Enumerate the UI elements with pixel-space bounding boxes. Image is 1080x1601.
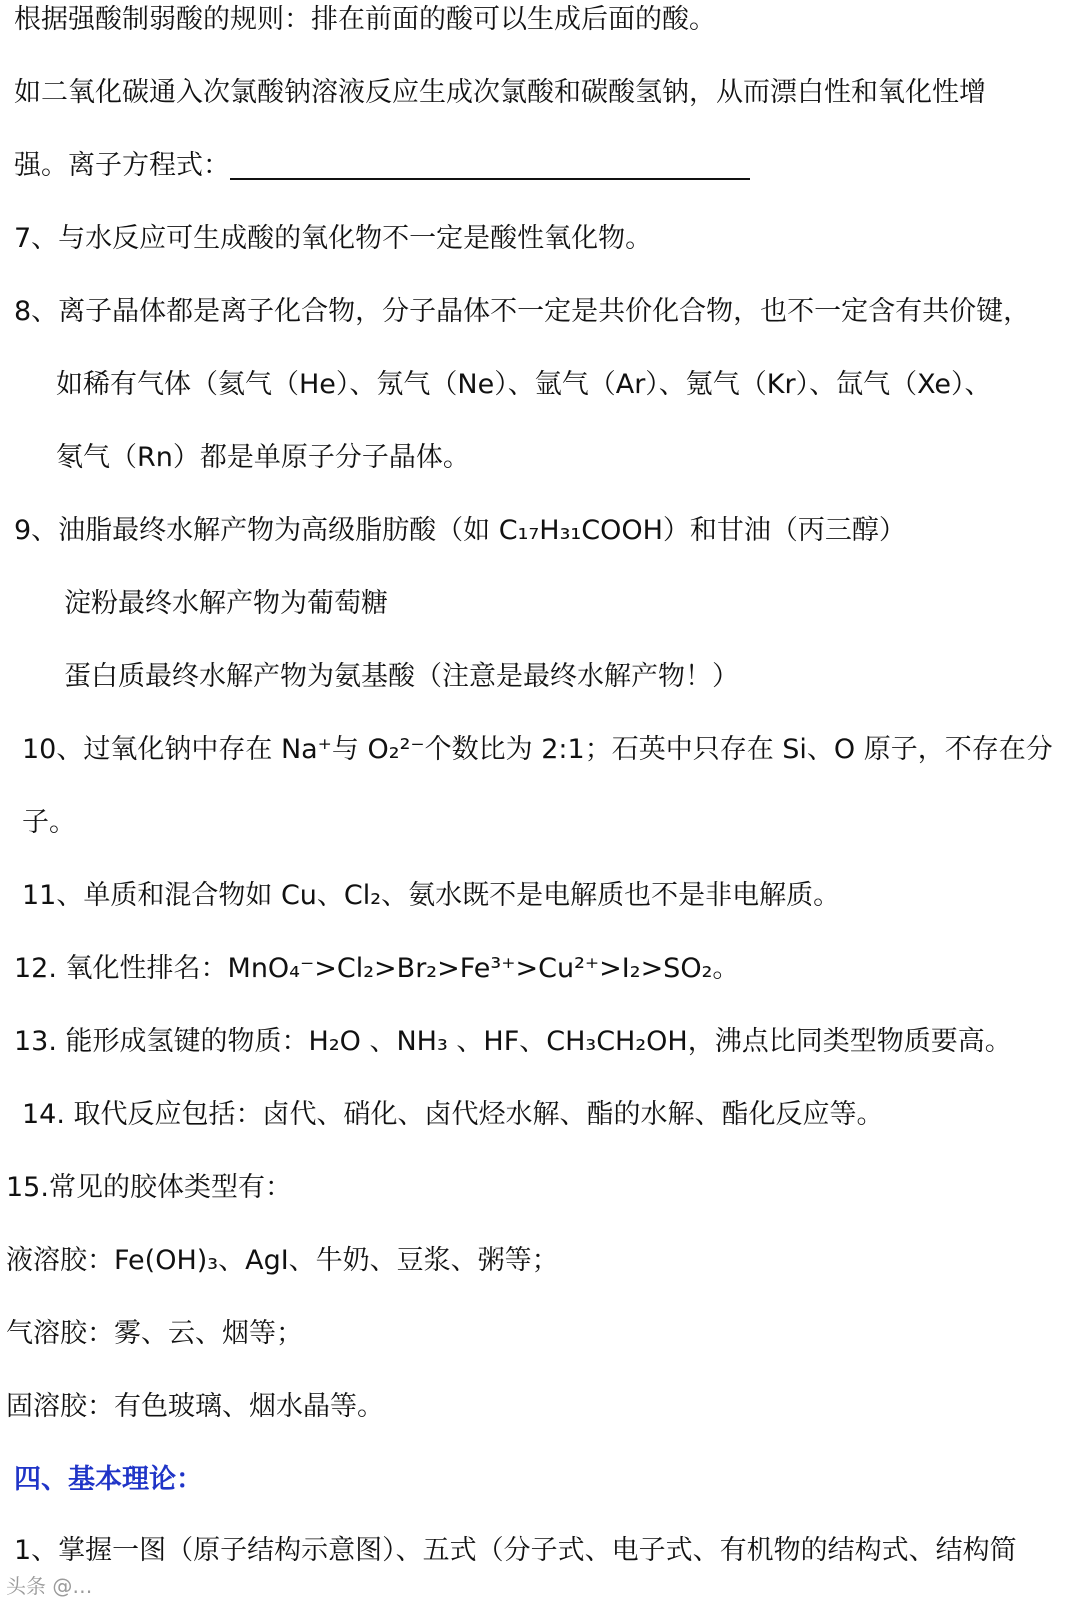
text-line-22: 1、掌握一图（原子结构示意图）、五式（分子式、电子式、有机物的结构式、结构简	[14, 1535, 1017, 1566]
text-line-5: 8、离子晶体都是离子化合物，分子晶体不一定是共价化合物，也不一定含有共价键，	[14, 296, 1031, 327]
section-heading: 四、基本理论：	[14, 1464, 203, 1495]
watermark	[0, 1572, 190, 1600]
text-line-1: 根据强酸制弱酸的规则：排在前面的酸可以生成后面的酸。	[14, 4, 716, 35]
text-line-17: 15.常见的胶体类型有：	[6, 1172, 292, 1203]
text-line-8: 9、油脂最终水解产物为高级脂肪酸（如 C₁₇H₃₁COOH）和甘油（丙三醇）	[14, 515, 906, 546]
text-line-16: 14. 取代反应包括：卤代、硝化、卤代烃水解、酯的水解、酯化反应等。	[22, 1099, 884, 1130]
text-line-11: 10、过氧化钠中存在 Na⁺与 O₂²⁻个数比为 2:1；石英中只存在 Si、O 原子，不存在分	[22, 734, 1053, 765]
text-line-3	[14, 148, 750, 184]
text-line-6: 如稀有气体（氦气（He）、氖气（Ne）、氩气（Ar）、氪气（Kr）、氙气（Xe）、	[56, 369, 992, 400]
text-line-2: 如二氧化碳通入次氯酸钠溶液反应生成次氯酸和碳酸氢钠，从而漂白性和氧化性增	[14, 77, 986, 108]
text-line-12: 子。	[22, 807, 76, 838]
text-line-7: 氡气（Rn）都是单原子分子晶体。	[56, 442, 470, 473]
text-line-19: 气溶胶：雾、云、烟等；	[6, 1318, 303, 1349]
answer-blank	[230, 152, 750, 180]
text-line-9: 淀粉最终水解产物为葡萄糖	[64, 588, 388, 619]
text-line-15: 13. 能形成氢键的物质：H₂O 、NH₃ 、HF、CH₃CH₂OH，沸点比同类型物质要高。	[14, 1026, 1012, 1057]
text-line-4: 7、与水反应可生成酸的氧化物不一定是酸性氧化物。	[14, 223, 653, 254]
text-line-20: 固溶胶：有色玻璃、烟水晶等。	[6, 1391, 384, 1422]
equation-label: 强。离子方程式：	[14, 150, 230, 181]
text-line-13: 11、单质和混合物如 Cu、Cl₂、氨水既不是电解质也不是非电解质。	[22, 880, 841, 911]
text-line-18: 液溶胶：Fe(OH)₃、AgI、牛奶、豆浆、粥等；	[6, 1245, 559, 1276]
text-line-14: 12. 氧化性排名：MnO₄⁻>Cl₂>Br₂>Fe³⁺>Cu²⁺>I₂>SO₂。	[14, 953, 740, 984]
watermark-text: 头条 @…	[6, 1574, 93, 1598]
text-line-10: 蛋白质最终水解产物为氨基酸（注意是最终水解产物！）	[64, 661, 739, 692]
